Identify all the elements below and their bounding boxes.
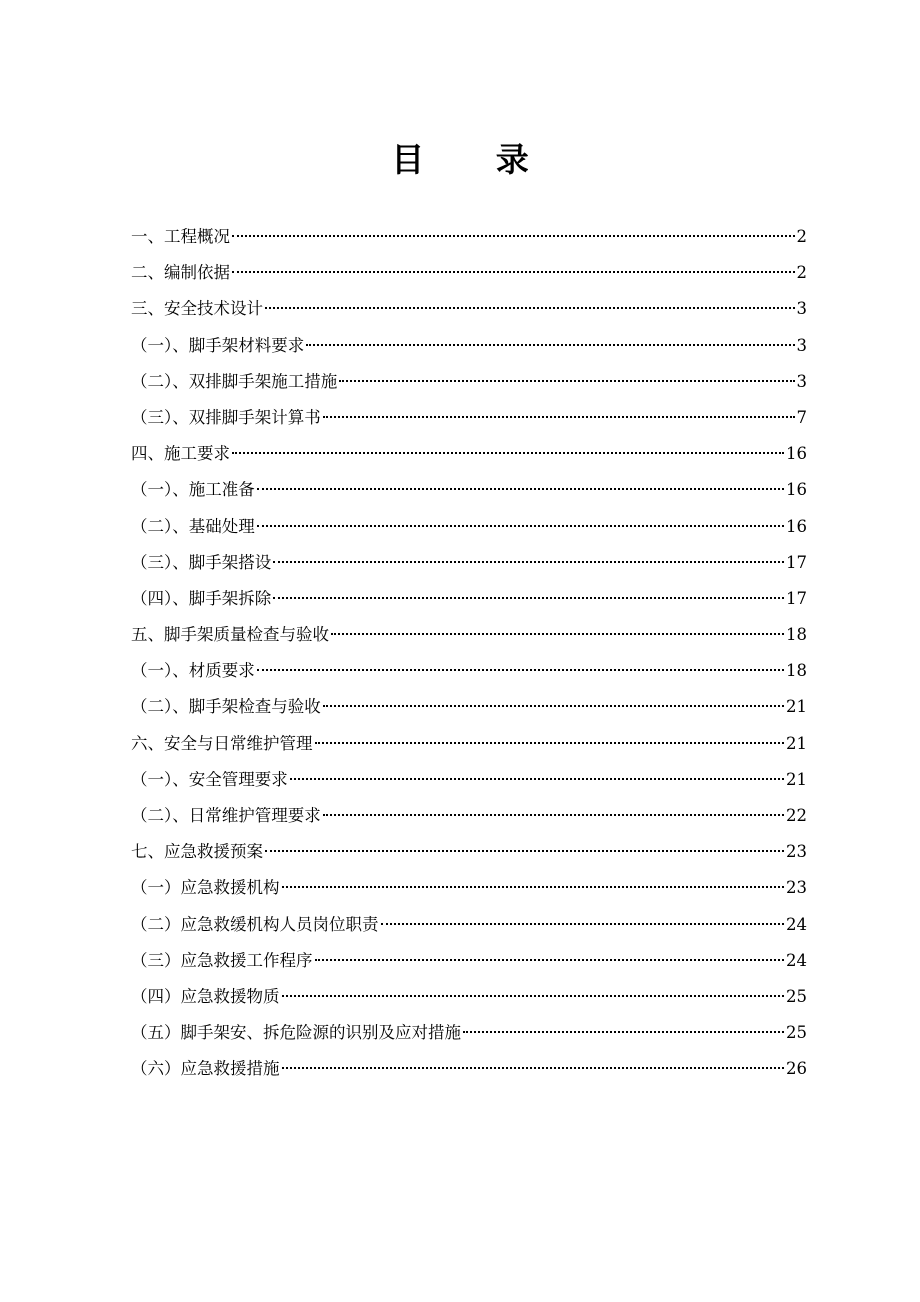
toc-entry-4-2[interactable] [131,509,807,545]
toc-entry-label: （一）、安全管理要求 [131,769,288,789]
toc-entry-label: （二）应急救缓机构人员岗位职责 [131,914,379,934]
toc-entry-label: 一、工程概况 [131,227,230,246]
toc-leader-dots [232,271,795,273]
toc-entry-7-1[interactable] [131,870,807,906]
page-title: 目 录 [391,140,559,179]
toc-entry-page: 7 [796,407,807,427]
toc-entry-7-3[interactable] [131,943,807,979]
toc-entry-page: 24 [786,950,807,970]
toc-entry-7[interactable] [131,834,807,870]
toc-entry-1[interactable] [131,219,807,255]
toc-entry-label: （一）、施工准备 [131,480,255,500]
toc-entry-page: 25 [786,986,807,1006]
toc-entry-page: 2 [796,263,807,283]
toc-leader-dots [282,1067,785,1069]
toc-entry-5[interactable] [131,617,807,653]
toc-leader-dots [315,742,785,744]
toc-entry-6[interactable] [131,726,807,762]
toc-entry-6-2[interactable] [131,798,807,834]
toc-entry-page: 18 [786,661,807,681]
toc-entry-7-4[interactable] [131,979,807,1015]
toc-leader-dots [315,959,785,961]
toc-leader-dots [273,597,784,599]
toc-entry-3-3[interactable] [131,400,807,436]
toc-leader-dots [265,850,784,852]
toc-leader-dots [282,886,785,888]
toc-entry-5-2[interactable] [131,689,807,725]
toc-leader-dots [323,814,784,816]
toc-entry-page: 17 [786,552,807,572]
toc-entry-label: （一）、材质要求 [131,661,255,681]
toc-leader-dots [232,452,784,454]
toc-entry-label: 六、安全与日常维护管理 [131,733,313,753]
toc-leader-dots [273,561,784,563]
toc-leader-dots [232,235,795,237]
toc-entry-page: 3 [796,299,807,319]
toc-entry-4-1[interactable] [131,472,807,508]
toc-leader-dots [282,995,785,997]
toc-entry-page: 23 [786,878,807,898]
toc-entry-label: （三）应急救援工作程序 [131,950,313,970]
toc-entry-page: 25 [786,1023,807,1043]
toc-entry-3-1[interactable] [131,328,807,364]
toc-entry-7-2[interactable] [131,907,807,943]
toc-entry-page: 2 [796,227,807,246]
toc-entry-label: （一）、脚手架材料要求 [131,335,305,355]
toc-entry-6-1[interactable] [131,762,807,798]
toc-entry-label: 四、施工要求 [131,444,230,464]
toc-entry-page: 18 [786,625,807,645]
toc-leader-dots [306,344,794,346]
toc-entry-page: 22 [786,806,807,825]
toc-entry-label: （二）、脚手架检查与验收 [131,697,321,717]
toc-entry-page: 3 [796,371,807,391]
toc-leader-dots [290,778,784,780]
toc-entry-label: 五、脚手架质量检查与验收 [131,625,329,645]
toc-entry-label: （二）、双排脚手架施工措施 [131,371,338,391]
toc-entry-page: 3 [796,335,807,355]
toc-leader-dots [331,633,784,635]
toc-entry-5-1[interactable] [131,653,807,689]
toc-leader-dots [257,525,784,527]
toc-entry-page: 26 [786,1059,807,1079]
toc-leader-dots [463,1031,784,1033]
toc-entry-label: 七、应急救援预案 [131,842,263,862]
toc-entry-page: 16 [786,444,807,464]
toc-entry-page: 24 [786,914,807,934]
toc-entry-label: 二、编制依据 [131,263,230,283]
toc-entry-page: 16 [786,480,807,500]
toc-leader-dots [257,488,784,490]
toc-entry-7-5[interactable] [131,1015,807,1051]
toc-leader-dots [323,705,784,707]
toc-entry-3[interactable] [131,291,807,327]
table-of-contents [131,219,807,1088]
toc-entry-label: （一）应急救援机构 [131,878,280,898]
toc-leader-dots [339,380,794,382]
toc-leader-dots [257,669,784,671]
toc-entry-label: 三、安全技术设计 [131,299,263,319]
toc-entry-4-4[interactable] [131,581,807,617]
toc-leader-dots [265,307,795,309]
toc-entry-3-2[interactable] [131,364,807,400]
toc-entry-page: 21 [786,697,807,717]
toc-entry-label: （五）脚手架安、拆危险源的识别及应对措施 [131,1023,461,1043]
toc-entry-page: 17 [786,588,807,608]
toc-entry-page: 21 [786,769,807,789]
toc-entry-page: 16 [786,516,807,536]
toc-entry-label: （二）、日常维护管理要求 [131,806,321,825]
toc-entry-7-6[interactable] [131,1051,807,1087]
toc-entry-4-3[interactable] [131,545,807,581]
toc-entry-label: （六）应急救援措施 [131,1059,280,1079]
toc-entry-label: （二）、基础处理 [131,516,255,536]
toc-entry-page: 23 [786,842,807,862]
toc-leader-dots [381,923,785,925]
toc-entry-4[interactable] [131,436,807,472]
toc-entry-label: （四）应急救援物质 [131,986,280,1006]
toc-entry-label: （三）、双排脚手架计算书 [131,407,321,427]
toc-entry-label: （三）、脚手架搭设 [131,552,272,572]
toc-leader-dots [323,416,795,418]
toc-entry-page: 21 [786,733,807,753]
toc-entry-label: （四）、脚手架拆除 [131,588,272,608]
toc-entry-2[interactable] [131,255,807,291]
